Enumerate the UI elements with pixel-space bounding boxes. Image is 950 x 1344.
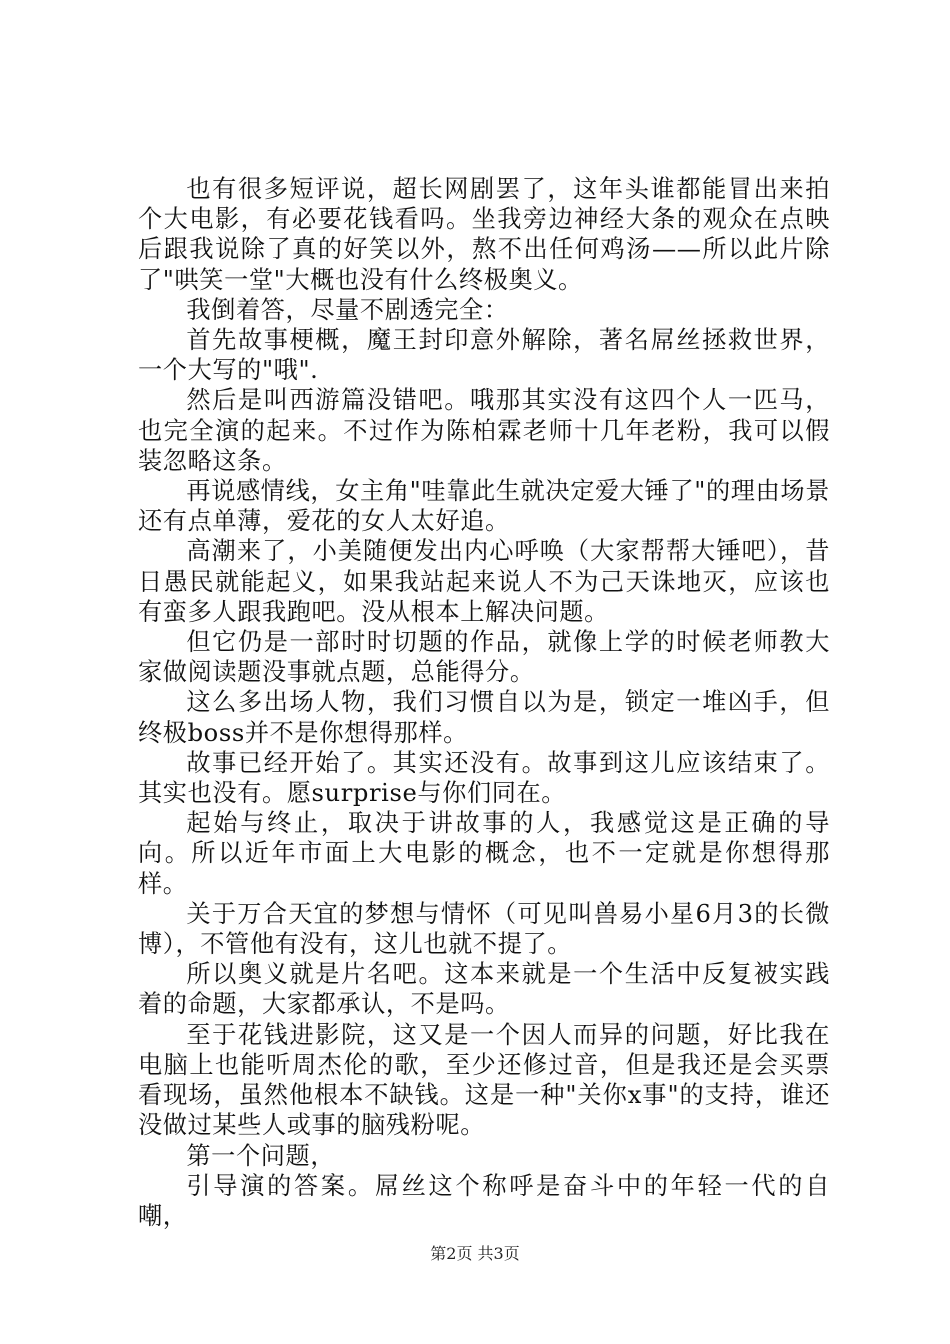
paragraph-13: 至于花钱进影院，这又是一个因人而异的问题，好比我在电脑上也能听周杰伦的歌，至少还修过音，但是我还是会买票看现场，虽然他根本不缺钱。这是一种"关你x事"的支持，谁还没做过某些人或事的脑残粉呢。 [138,1020,830,1140]
document-body [138,174,830,1231]
paragraph-1: 也有很多短评说，超长网剧罢了，这年头谁都能冒出来拍个大电影，有必要花钱看吗。坐我旁边神经大条的观众在点映后跟我说除了真的好笑以外，熬不出任何鸡汤——所以此片除了"哄笑一堂"大概也没有什么终极奥义。 [138,175,830,294]
paragraph-9: 故事已经开始了。其实还没有。故事到这儿应该结束了。其实也没有。愿surprise与你们同在。 [138,748,830,808]
paragraph-2: 我倒着答，尽量不剧透完全： [186,295,509,324]
paragraph-15: 引导演的答案。屌丝这个称呼是奋斗中的年轻一代的自嘲， [138,1171,830,1230]
paragraph-7: 但它仍是一部时时切题的作品，就像上学的时候老师教大家做阅读题没事就点题，总能得分。 [138,628,830,687]
paragraph-11: 关于万合天宜的梦想与情怀（可见叫兽易小星6月3的长微博），不管他有没有，这儿也就不提了。 [138,899,830,959]
page-number-footer: 第2页 共3页 [430,1244,520,1263]
paragraph-14: 第一个问题， [186,1141,336,1170]
paragraph-3: 首先故事梗概，魔王封印意外解除，著名屌丝拯救世界，一个大写的"哦". [138,326,830,385]
paragraph-4: 然后是叫西游篇没错吧。哦那其实没有这四个人一匹马，也完全演的起来。不过作为陈柏霖老师十几年老粉，我可以假装忽略这条。 [138,386,830,475]
paragraph-12: 所以奥义就是片名吧。这本来就是一个生活中反复被实践着的命题，大家都承认，不是吗。 [138,960,830,1019]
paragraph-8: 这么多出场人物，我们习惯自以为是，锁定一堆凶手，但终极boss并不是你想得那样。 [138,688,830,747]
paragraph-10: 起始与终止，取决于讲故事的人，我感觉这是正确的导向。所以近年市面上大电影的概念，也不一定就是你想得那样。 [138,809,830,898]
paragraph-6: 高潮来了，小美随便发出内心呼唤（大家帮帮大锤吧），昔日愚民就能起义，如果我站起来说人不为己天诛地灭，应该也有蛮多人跟我跑吧。没从根本上解决问题。 [138,537,830,626]
paragraph-5: 再说感情线，女主角"哇靠此生就决定爱大锤了"的理由场景还有点单薄，爱花的女人太好追。 [138,477,830,536]
